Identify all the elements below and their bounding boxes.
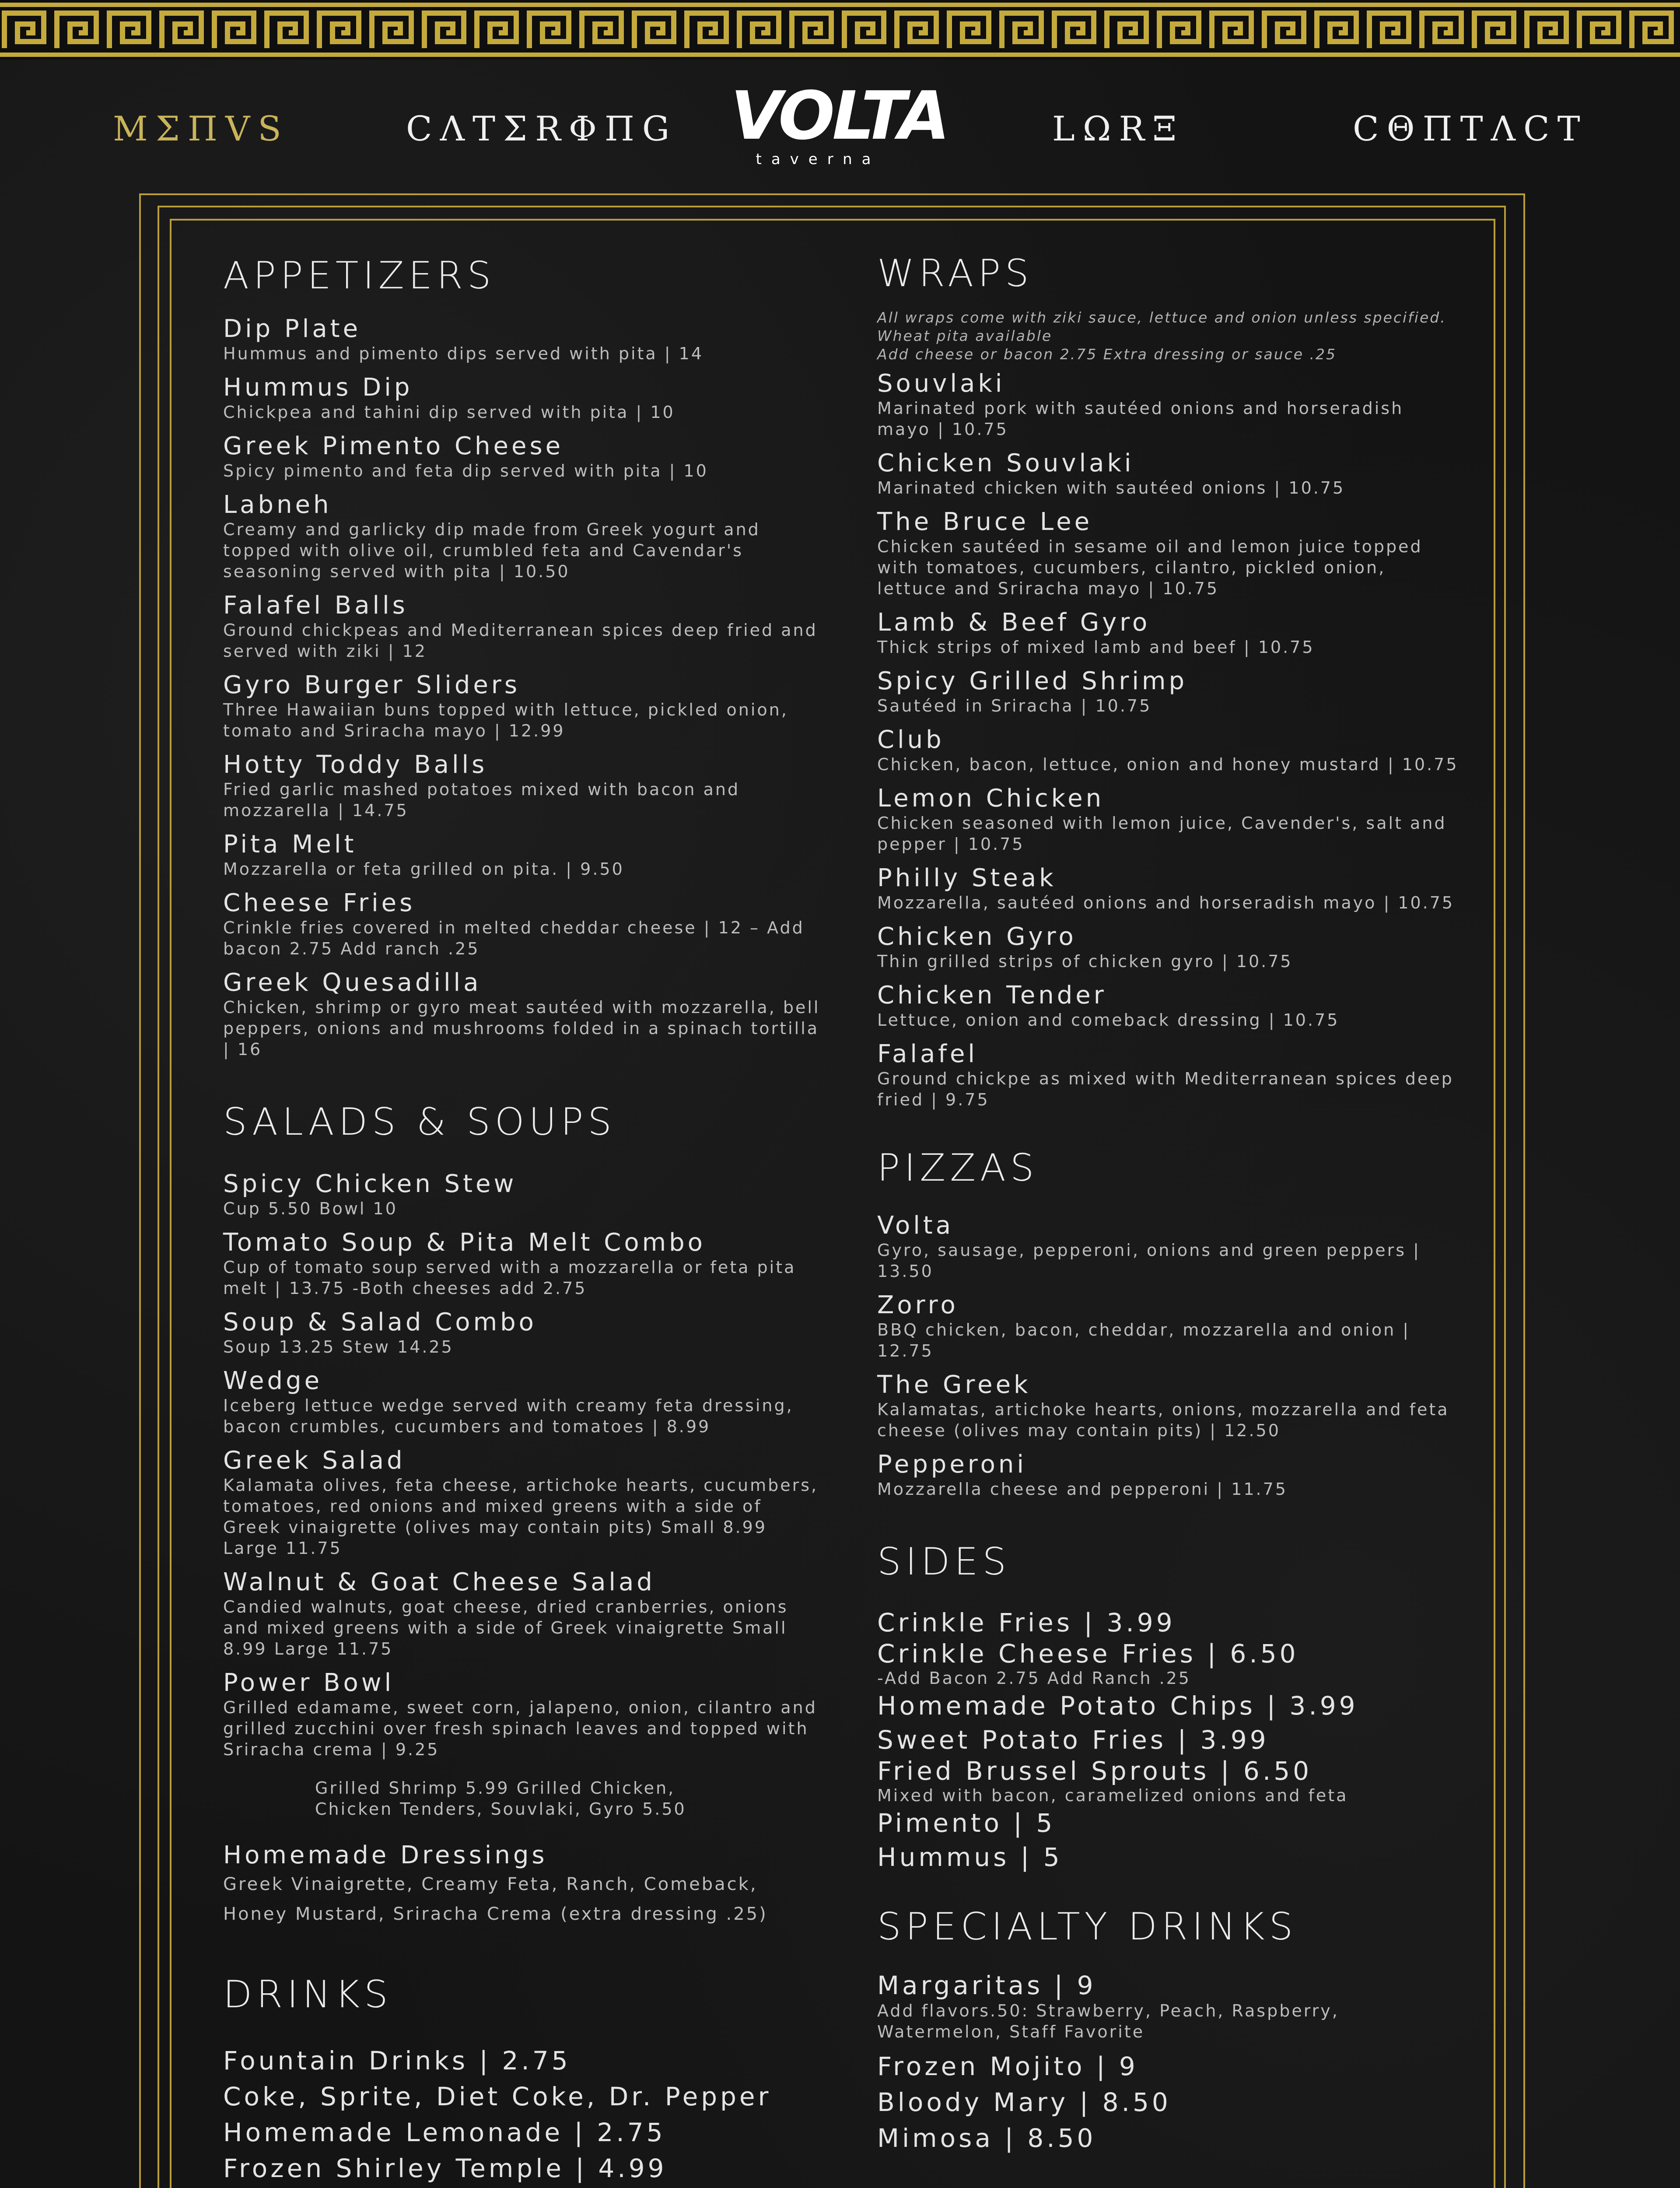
drinks-heading: DRINKS — [223, 1973, 392, 2016]
item-description: Chicken seasoned with lemon juice, Cavender's, salt and pepper | 10.75 — [877, 813, 1447, 854]
drink-item: Coke, Sprite, Diet Coke, Dr. Pepper — [223, 2082, 772, 2111]
nav-lore-link[interactable]: LΩRΞ — [1052, 109, 1185, 149]
item-name: Cheese Fries — [223, 889, 416, 917]
item-name: The Bruce Lee — [877, 508, 1093, 536]
item-description: Crinkle fries covered in melted cheddar cheese | 12 – Add bacon 2.75 Add ranch .25 — [223, 918, 805, 958]
item-name: Club — [877, 726, 945, 754]
item-name: Chicken Gyro — [877, 922, 1077, 951]
item-description: Grilled edamame, sweet corn, jalapeno, onion, cilantro and grilled zucchini over fresh spinach leaves and topped with Sriracha crema | 9.25 — [223, 1698, 817, 1759]
menu-item — [223, 1367, 827, 1437]
item-description: Kalamata olives, feta cheese, artichoke hearts, cucumbers, tomatoes, red onions and mixed greens with a side of Greek vinaigrette (olives may contain pits) Small 8.99 Large 11.75 — [223, 1476, 819, 1558]
menu-item — [223, 374, 827, 423]
menu-item — [223, 671, 827, 741]
item-description: Thin grilled strips of chicken gyro | 10.75 — [877, 952, 1293, 971]
item-name: Labneh — [223, 491, 332, 519]
item-name: Greek Pimento Cheese — [223, 432, 564, 460]
side-item: Pimento | 5 — [877, 1808, 1056, 1838]
item-description: Chicken, bacon, lettuce, onion and honey mustard | 10.75 — [877, 755, 1459, 774]
item-description: Cup of tomato soup served with a mozzarella or feta pita melt | 13.75 -Both cheeses add 2.75 — [223, 1258, 796, 1298]
item-name: Greek Quesadilla — [223, 968, 482, 997]
item-description: Thick strips of mixed lamb and beef | 10.75 — [877, 638, 1315, 657]
side-item: Hummus | 5 — [877, 1842, 1063, 1872]
wraps-heading: WRAPS — [877, 252, 1033, 295]
item-description: Ground chickpe as mixed with Mediterranean spices deep fried | 9.75 — [877, 1069, 1454, 1109]
side-item: Sweet Potato Fries | 3.99 — [877, 1725, 1269, 1755]
side-note: Mixed with bacon, caramelized onions and feta — [877, 1786, 1348, 1805]
drink-item: Homemade Lemonade | 2.75 — [223, 2118, 666, 2147]
sides-heading: SIDES — [877, 1540, 1011, 1584]
drink-item: Bloody Mary | 8.50 — [877, 2087, 1171, 2117]
menu-item — [223, 1170, 827, 1219]
nav-catering-link[interactable]: CΛTΣRΦΠG — [406, 109, 678, 149]
menu-item — [877, 1451, 1459, 1500]
menu-item — [877, 785, 1459, 855]
menu-item — [223, 1568, 827, 1659]
wraps-note: Add cheese or bacon 2.75 Extra dressing or sauce .25 — [877, 346, 1337, 363]
menu-item — [223, 1308, 827, 1357]
item-description: Kalamatas, artichoke hearts, onions, mozzarella and feta cheese (olives may contain pits) | 12.50 — [877, 1400, 1449, 1440]
item-description: BBQ chicken, bacon, cheddar, mozzarella and onion | 12.75 — [877, 1320, 1410, 1360]
item-name: Walnut & Goat Cheese Salad — [223, 1568, 655, 1596]
appetizers-heading: APPETIZERS — [223, 254, 496, 298]
pizzas-heading: PIZZAS — [877, 1146, 1039, 1190]
menu-item — [877, 508, 1459, 599]
item-description: Iceberg lettuce wedge served with creamy feta dressing, bacon crumbles, cucumbers and tomatoes | 8.99 — [223, 1396, 794, 1436]
side-note: -Add Bacon 2.75 Add Ranch .25 — [877, 1669, 1191, 1688]
item-description: Ground chickpeas and Mediterranean spices deep fried and served with ziki | 12 — [223, 621, 818, 661]
drink-item: Fountain Drinks | 2.75 — [223, 2046, 571, 2076]
item-name: Power Bowl — [223, 1669, 395, 1697]
menu-item — [223, 889, 827, 959]
item-name: Gyro Burger Sliders — [223, 671, 521, 699]
volta-logo[interactable] — [731, 77, 948, 171]
item-name: Souvlaki — [877, 369, 1005, 398]
nav-menus-link[interactable]: MΣΠVS — [113, 109, 289, 149]
right-column — [877, 252, 1459, 2156]
item-description: Spicy pimento and feta dip served with pita | 10 — [223, 461, 708, 480]
item-description: Mozzarella cheese and pepperoni | 11.75 — [877, 1480, 1288, 1499]
item-description: Three Hawaiian buns topped with lettuce, pickled onion, tomato and Sriracha mayo | 12.99 — [223, 700, 788, 740]
menu-item — [877, 923, 1459, 972]
drink-note: Add flavors.50: Strawberry, Peach, Raspberry, Watermelon, Staff Favorite — [877, 2001, 1339, 2041]
menu-item — [223, 969, 827, 1060]
item-name: Tomato Soup & Pita Melt Combo — [223, 1228, 706, 1257]
menu-item — [223, 1229, 827, 1299]
item-description: Hummus and pimento dips served with pita | 14 — [223, 344, 704, 363]
addons-line: Grilled Shrimp 5.99 Grilled Chicken, — [315, 1778, 676, 1798]
wraps-note: All wraps come with ziki sauce, lettuce and onion unless specified. — [877, 309, 1446, 326]
wraps-note: Wheat pita available — [877, 327, 1053, 344]
menu-item — [877, 370, 1459, 440]
item-name: Greek Salad — [223, 1446, 406, 1475]
menu-item — [223, 1669, 827, 1760]
item-name: Philly Steak — [877, 864, 1057, 892]
side-item: Crinkle Cheese Fries | 6.50 — [877, 1639, 1299, 1669]
item-name: Pita Melt — [223, 830, 357, 859]
item-description: Lettuce, onion and comeback dressing | 10.75 — [877, 1010, 1340, 1030]
menu-item — [877, 449, 1459, 498]
side-item: Homemade Potato Chips | 3.99 — [877, 1691, 1358, 1721]
item-name: Falafel Balls — [223, 591, 408, 620]
item-description: Marinated pork with sautéed onions and horseradish mayo | 10.75 — [877, 399, 1404, 439]
menu-item — [223, 751, 827, 821]
item-name: Lamb & Beef Gyro — [877, 608, 1151, 637]
menu-item — [223, 1447, 827, 1559]
item-name: Dip Plate — [223, 315, 361, 343]
menu-item — [223, 592, 827, 662]
dressings-line: Honey Mustard, Sriracha Crema (extra dressing .25) — [223, 1904, 768, 1924]
item-description: Chicken, shrimp or gyro meat sautéed with mozzarella, bell peppers, onions and mushrooms folded in a spinach tortilla | 16 — [223, 998, 820, 1059]
item-description: Sautéed in Sriracha | 10.75 — [877, 696, 1152, 715]
item-name: Chicken Tender — [877, 981, 1107, 1010]
item-description: Candied walnuts, goat cheese, dried cranberries, onions and mixed greens with a side of Greek vinaigrette Small 8.99 Large 11.75 — [223, 1597, 788, 1659]
menu-item — [877, 1291, 1459, 1361]
logo-subtitle: taverna — [756, 151, 881, 168]
item-description: Gyro, sausage, pepperoni, onions and green peppers | 13.50 — [877, 1241, 1421, 1281]
menu-item — [223, 315, 827, 364]
item-name: Wedge — [223, 1367, 323, 1395]
drink-item: Frozen Mojito | 9 — [877, 2051, 1138, 2081]
item-name: Falafel — [877, 1040, 978, 1068]
dressings-heading: Homemade Dressings — [223, 1841, 548, 1869]
item-name: Hummus Dip — [223, 373, 413, 402]
item-description: Fried garlic mashed potatoes mixed with bacon and mozzarella | 14.75 — [223, 780, 740, 820]
item-description: Marinated chicken with sautéed onions | 10.75 — [877, 478, 1345, 498]
item-name: Spicy Grilled Shrimp — [877, 667, 1187, 695]
menu-item — [877, 609, 1459, 658]
item-name: The Greek — [877, 1371, 1031, 1399]
menu-item — [877, 726, 1459, 775]
specialty-drinks-heading: SPECIALTY DRINKS — [877, 1905, 1298, 1949]
top-navigation — [0, 66, 1680, 197]
item-description: Cup 5.50 Bowl 10 — [223, 1199, 398, 1218]
menu-item — [223, 491, 827, 582]
item-name: Soup & Salad Combo — [223, 1308, 537, 1336]
menu-item — [223, 432, 827, 481]
item-name: Pepperoni — [877, 1450, 1027, 1479]
side-item: Crinkle Fries | 3.99 — [877, 1608, 1176, 1637]
menu-item — [877, 982, 1459, 1031]
item-description: Chickpea and tahini dip served with pita | 10 — [223, 403, 675, 422]
dressings-line: Greek Vinaigrette, Creamy Feta, Ranch, Comeback, — [223, 1874, 758, 1894]
item-description: Chicken sautéed in sesame oil and lemon juice topped with tomatoes, cucumbers, cilantro, pickled onion, lettuce and Sriracha mayo | 10.75 — [877, 537, 1423, 598]
item-name: Spicy Chicken Stew — [223, 1170, 517, 1198]
left-column — [223, 254, 827, 2186]
item-name: Lemon Chicken — [877, 784, 1105, 813]
item-name: Hotty Toddy Balls — [223, 750, 488, 779]
protein-addons — [223, 1778, 827, 1820]
item-name: Volta — [877, 1211, 954, 1240]
item-description: Mozzarella or feta grilled on pita. | 9.50 — [223, 859, 624, 879]
menu-item — [877, 1371, 1459, 1441]
menu-item — [877, 1212, 1459, 1282]
drink-item: Margaritas | 9 — [877, 1971, 1096, 2000]
greek-key-border — [0, 0, 1680, 60]
menu-item — [877, 1040, 1459, 1110]
addons-line: Chicken Tenders, Souvlaki, Gyro 5.50 — [315, 1799, 686, 1819]
side-item: Fried Brussel Sprouts | 6.50 — [877, 1756, 1312, 1786]
nav-contact-link[interactable]: CΘΠTΛCT — [1353, 109, 1588, 149]
drink-item: Frozen Shirley Temple | 4.99 — [223, 2153, 667, 2183]
item-description: Mozzarella, sautéed onions and horseradish mayo | 10.75 — [877, 893, 1455, 912]
logo-wordmark: VOLTA — [731, 77, 948, 154]
menu-item — [223, 831, 827, 880]
item-name: Chicken Souvlaki — [877, 449, 1134, 477]
item-description: Soup 13.25 Stew 14.25 — [223, 1337, 454, 1357]
item-name: Zorro — [877, 1291, 959, 1319]
item-description: Creamy and garlicky dip made from Greek yogurt and topped with olive oil, crumbled feta and Cavendar's seasoning served with pita | 10.50 — [223, 520, 760, 581]
salads-soups-heading: SALADS & SOUPS — [223, 1100, 616, 1144]
menu-item — [877, 864, 1459, 913]
drink-item: Mimosa | 8.50 — [877, 2123, 1096, 2153]
menu-item — [877, 667, 1459, 716]
